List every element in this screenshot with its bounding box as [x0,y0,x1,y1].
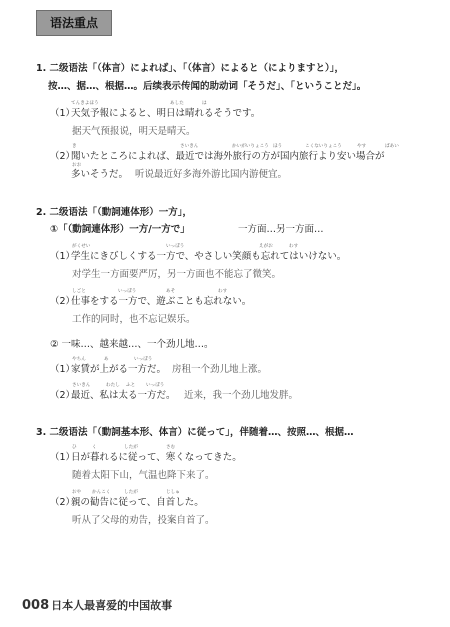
example-sentence: 日が暮れるに従って、寒くなってきた。 [71,452,242,463]
example-number: （2） [50,390,76,401]
furigana: いっぽう [118,289,137,294]
furigana: さいきん [72,383,91,388]
example-sentence: 仕事をする一方で、遊ぶことも忘れない。 [71,296,252,307]
example-sentence: 最近、私は太る一方だ。 [71,390,176,401]
example-sentence: 学生にきびしくする一方で、やさしい笑顔も忘れてはいけない。 [71,251,347,262]
furigana: えがお [259,244,273,249]
page-footer [22,597,172,613]
example-number: （1） [50,364,76,375]
section-title-box [36,10,112,36]
furigana: ほう [273,144,283,149]
furigana: いっぽう [166,244,185,249]
example-number: （1） [50,108,76,119]
example-sentence: 天気予報によると、明日は晴れるそうです。 [71,108,261,119]
furigana: さいきん [180,144,199,149]
grammar-heading-2: 2. 二级语法「（動詞連体形）一方」， [36,207,193,218]
grammar-heading-3: 3. 二级语法「（動詞基本形、体言）に従って」，伴随着…、按照…、根据… [36,427,354,438]
furigana: てんきよほう [71,101,99,106]
example-translation: 近来，我一个劲儿地发胖。 [184,390,299,401]
example-sentence: 親の勧告に従って、自首した。 [71,497,204,508]
example-translation: 房租一个劲儿地上涨。 [172,364,268,375]
furigana: かいがいりょこう [232,144,269,149]
furigana: は [202,101,207,106]
example-number: （1） [50,251,76,262]
furigana: さむ [166,445,176,450]
furigana: かんこく [92,490,111,495]
example-sentence: 多いそうだ。 [71,169,129,180]
furigana: おや [72,490,82,495]
furigana: わたし [106,383,120,388]
furigana: しごと [72,289,86,294]
example-translation: 对学生一方面要严厉，另一方面也不能忘了微笑。 [72,269,282,280]
example-translation: 工作的同时，也不忘记娱乐。 [72,314,196,325]
furigana: いっぽう [146,383,165,388]
example-translation: 据天气预报说，明天是晴天。 [72,126,196,137]
furigana: したが [124,445,138,450]
grammar-sub-1: ①「（動詞連体形）一方/一方で」 [50,224,190,235]
furigana: わす [289,244,299,249]
example-translation: 随着太阳下山，气温也降下来了。 [72,470,215,481]
furigana: おお [72,163,82,168]
example-number: （2） [50,296,76,307]
furigana: がくせい [72,244,91,249]
furigana: あした [170,101,184,106]
example-translation: 听说最近好多海外游比国内游便宜。 [135,169,288,180]
example-sentence: 家賃が上がる一方だ。 [71,364,167,375]
furigana: ばあい [385,144,399,149]
furigana: く [92,445,97,450]
grammar-heading-1: 1. 二级语法「（体言）によれば」、「（体言）によると（によりますと）」， [36,63,345,74]
furigana: じしゅ [166,490,180,495]
grammar-heading-1-cont: 按…、据…、根据…。后续表示传闻的助动词「そうだ」、「ということだ」。 [48,81,367,92]
furigana: ひ [72,445,77,450]
section-title: 语法重点 [49,16,98,30]
furigana: き [72,144,77,149]
furigana: わす [218,289,228,294]
furigana: ふと [126,383,136,388]
furigana: いっぽう [134,357,153,362]
furigana: やちん [72,357,86,362]
page-number: 008 [22,598,50,613]
example-number: （2） [50,151,76,162]
book-title: 日本人最喜爱的中国故事 [51,599,173,612]
furigana: やす [357,144,367,149]
furigana: あそ [166,289,176,294]
grammar-sub-1-gloss: 一方面…另一方面… [238,224,324,235]
grammar-sub-2: ② 一味…、越来越…、一个劲儿地…。 [50,339,214,350]
furigana: こくないりょこう [305,144,342,149]
example-translation: 听从了父母的劝告，投案自首了。 [72,515,215,526]
furigana: したが [124,490,138,495]
example-number: （2） [50,497,76,508]
example-number: （1） [50,452,76,463]
example-sentence: 聞いたところによれば、最近では海外旅行の方が国内旅行より安い場合が [71,151,385,162]
furigana: あ [104,357,109,362]
